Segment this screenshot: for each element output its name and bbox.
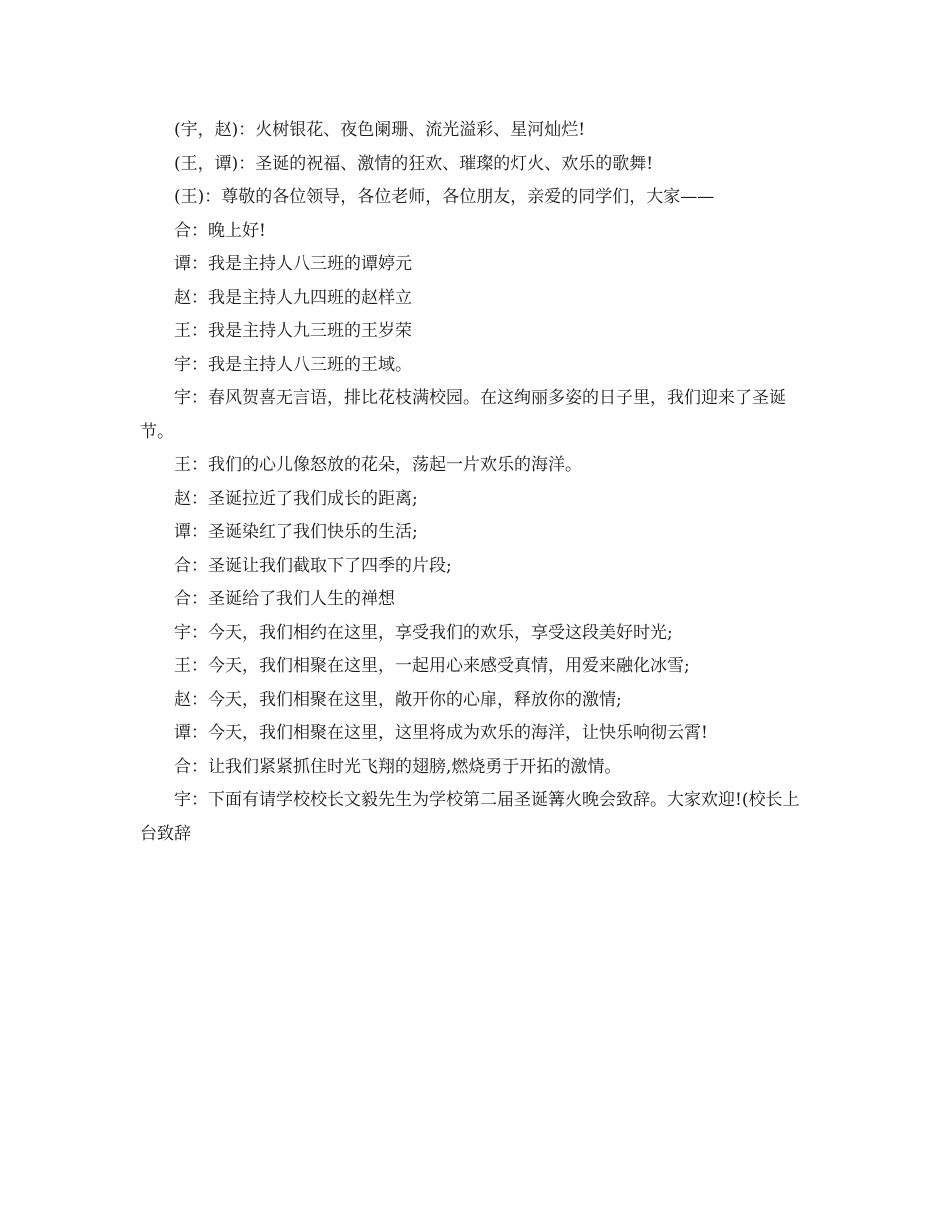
paragraph-20: 宇：下面有请学校校长文毅先生为学校第二届圣诞篝火晚会致辞。大家欢迎!(校长上台致辞: [140, 790, 800, 844]
paragraph-6: 赵：我是主持人九四班的赵样立: [174, 287, 412, 308]
paragraph-15: 宇：今天，我们相约在这里，享受我们的欢乐，享受这段美好时光;: [174, 622, 673, 643]
paragraph-5: 谭：我是主持人八三班的谭婷元: [174, 254, 412, 274]
document-body: [140, 114, 812, 851]
paragraph-1: (宇，赵)：火树银花、夜色阑珊、流光溢彩、星河灿烂!: [174, 120, 586, 140]
paragraph-8: 宇：我是主持人八三班的王域。: [174, 354, 412, 375]
paragraph-3: (王)：尊敬的各位领导，各位老师，各位朋友，亲爱的同学们，大家——: [174, 187, 715, 207]
paragraph-17: 赵：今天，我们相聚在这里，敞开你的心扉，释放你的激情;: [174, 689, 622, 710]
paragraph-9: 宇：春风贺喜无言语，排比花枝满校园。在这绚丽多姿的日子里，我们迎来了圣诞节。: [140, 388, 786, 442]
paragraph-14: 合：圣诞给了我们人生的禅想: [174, 589, 395, 609]
paragraph-2: (王，谭)：圣诞的祝福、激情的狂欢、璀璨的灯火、欢乐的歌舞!: [174, 153, 654, 174]
paragraph-13: 合：圣诞让我们截取下了四季的片段;: [174, 555, 452, 576]
paragraph-11: 赵：圣诞拉近了我们成长的距离;: [174, 488, 418, 509]
paragraph-18: 谭：今天，我们相聚在这里，这里将成为欢乐的海洋，让快乐响彻云霄!: [174, 723, 708, 743]
paragraph-10: 王：我们的心儿像怒放的花朵，荡起一片欢乐的海洋。: [174, 455, 582, 475]
paragraph-16: 王：今天，我们相聚在这里，一起用心来感受真情，用爱来融化冰雪;: [174, 656, 690, 676]
paragraph-7: 王：我是主持人九三班的王岁荣: [174, 321, 412, 341]
paragraph-12: 谭：圣诞染红了我们快乐的生活;: [174, 522, 418, 542]
paragraph-4: 合：晚上好!: [174, 220, 266, 241]
paragraph-19: 合：让我们紧紧抓住时光飞翔的翅膀,燃烧勇于开拓的激情。: [174, 756, 622, 777]
